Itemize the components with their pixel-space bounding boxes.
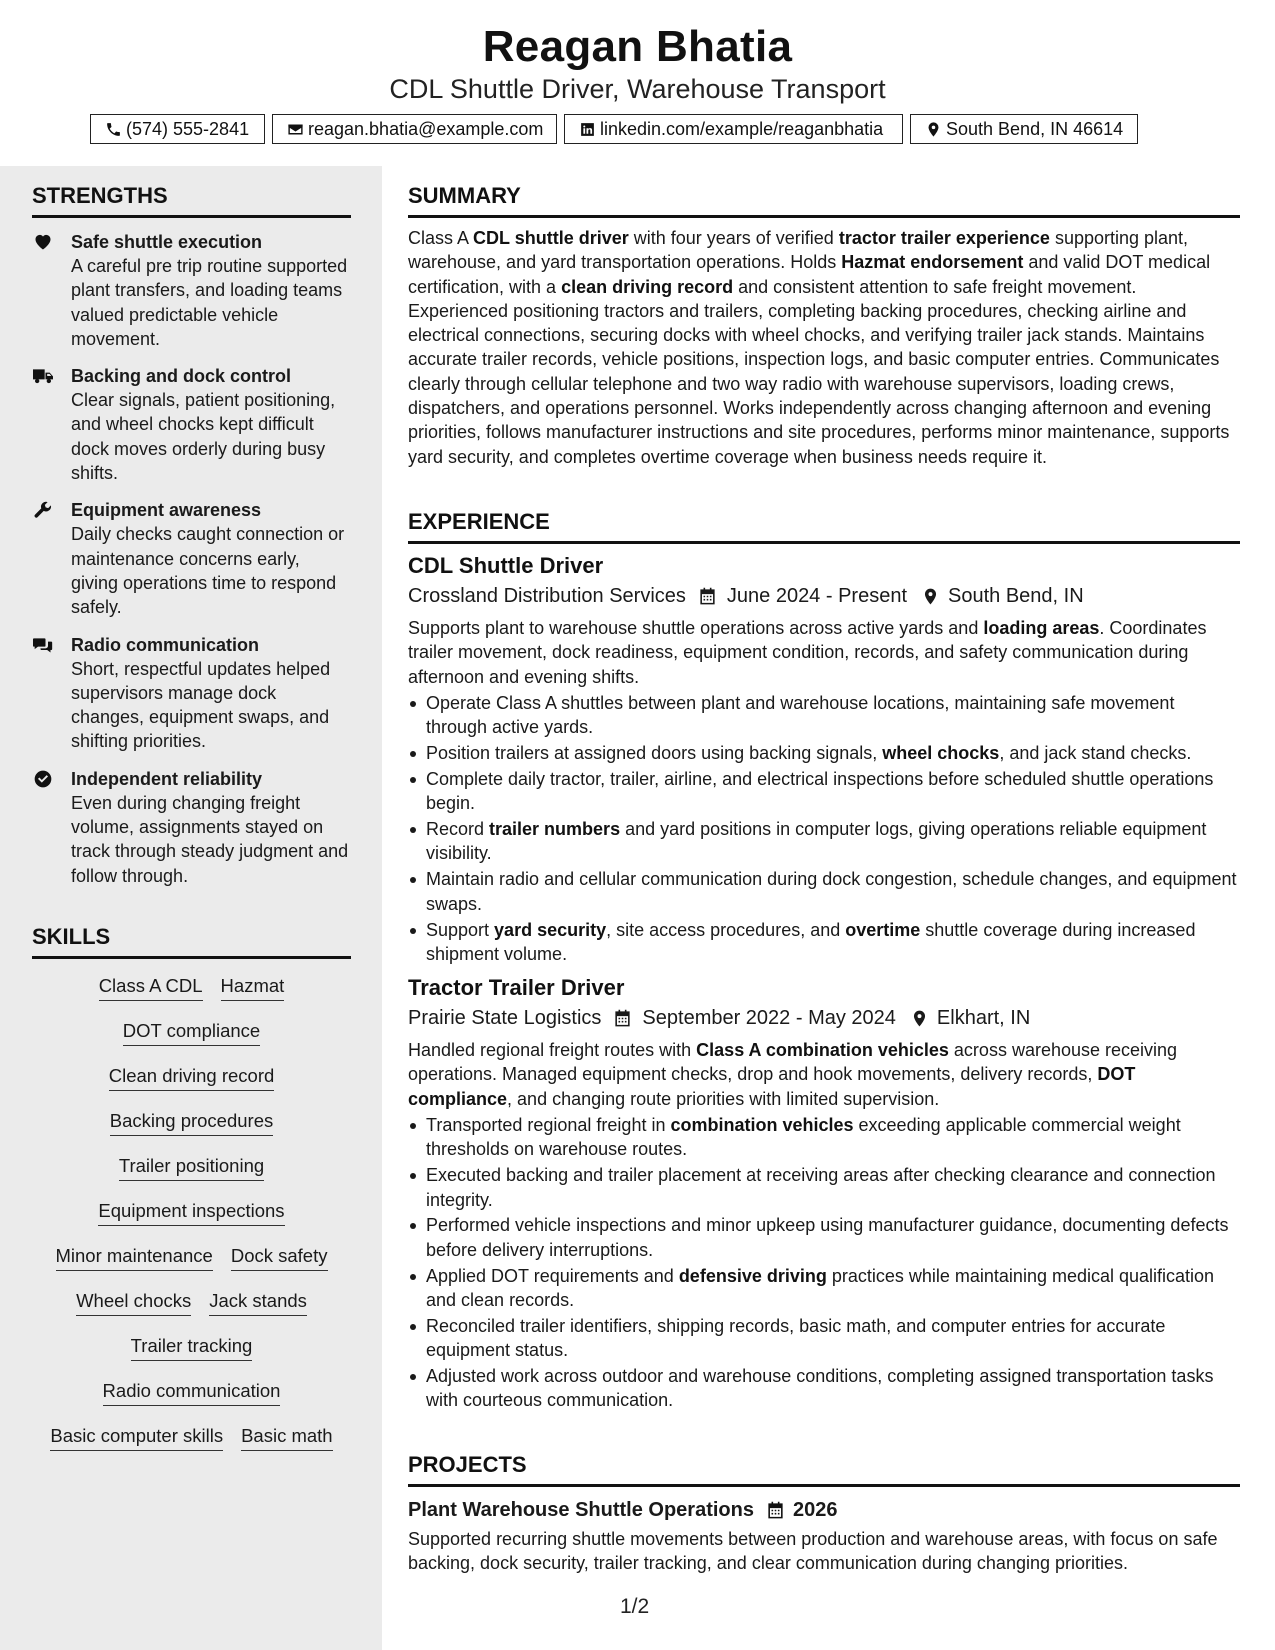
bullet-text: , and jack stand checks. — [999, 743, 1192, 764]
contact-bar — [90, 114, 1138, 144]
projects-heading: PROJECTS — [408, 1452, 1240, 1487]
bullet-item — [408, 691, 1240, 740]
strength-desc: Clear signals, patient positioning, and wheel chocks kept difficult dock moves orderly during busy shifts. — [71, 390, 336, 484]
truck-icon — [32, 366, 54, 386]
strength-desc: Even during changing freight volume, assignments stayed on track through steady judgment and follow through. — [71, 792, 349, 886]
summary-highlight: Hazmat endorsement — [841, 252, 1024, 273]
bullet-highlight: overtime — [845, 919, 921, 940]
bullet-text: , site access procedures, and — [606, 919, 846, 940]
project-desc: Supported recurring shuttle movements between production and warehouse areas, with focus on safe backing, dock security, trailer tracking, and clear communication during changing priorities. — [408, 1529, 1218, 1574]
contact-linkedin[interactable] — [564, 114, 903, 144]
project-year: 2026 — [792, 1499, 838, 1521]
bullet-text: Transported regional freight in — [426, 1115, 671, 1136]
project-header — [408, 1495, 1240, 1525]
bullet-text: practices while maintaining medical qualification and clean records. — [426, 1265, 1215, 1310]
wrench-icon — [32, 500, 54, 520]
strength-title: Backing and dock control — [71, 366, 292, 387]
experience-section — [408, 509, 1240, 1413]
strength-title: Independent reliability — [71, 768, 263, 789]
linkedin-icon — [579, 121, 596, 138]
job-company: Crossland Distribution Services — [408, 585, 686, 607]
strength-item — [32, 633, 351, 754]
job-intro — [408, 616, 1240, 689]
strength-desc: Short, respectful updates helped supervisors manage dock changes, equipment swaps, and shifting priorities. — [71, 658, 331, 752]
map-pin-icon — [925, 121, 942, 138]
intro-part: across warehouse receiving operations. Managed equipment checks, drop and hook movements, delivery records, — [408, 1040, 1178, 1085]
summary-part: and consistent attention to safe freight movement. Experienced positioning tractors and trailers, completing backing procedures, checking airline and electrical connections, securing docks with wheel chocks, and verifying trailer jack stands. Maintains accurate trailer records, vehicle positions, inspection logs, and basic computer entries. Communicates clearly through cellular telephone and two way radio with warehouse supervisors, loading crews, dispatchers, and operations personnel. Works independently across changing afternoon and evening priorities, follows manufacturer instructions and site procedures, performs minor maintenance, supports yard security, and completes overtime coverage when business needs require it. — [408, 276, 1230, 467]
bullet-item — [408, 1264, 1240, 1313]
summary-part: Class A — [408, 228, 474, 248]
skill-tag: Radio communication — [103, 1380, 281, 1406]
skill-row — [32, 1282, 351, 1327]
summary-part: and valid DOT medical certification, with a — [408, 252, 1211, 297]
contact-location — [910, 114, 1138, 144]
candidate-title: CDL Shuttle Driver, Warehouse Transport — [389, 74, 886, 104]
skill-tag: Basic computer skills — [50, 1425, 223, 1451]
job-meta — [408, 581, 1240, 611]
bullet-text: Executed backing and trailer placement at receiving areas after checking clearance and connection integrity. — [426, 1165, 1216, 1210]
job-dates: September 2022 - May 2024 — [642, 1007, 896, 1030]
summary-part: supporting plant, warehouse, and yard transportation operations. Holds — [408, 228, 1189, 273]
page-number: 1/2 — [620, 1595, 650, 1618]
summary-highlight: tractor trailer experience — [838, 228, 1050, 248]
contact-email[interactable] — [272, 114, 557, 144]
bullet-text: Record — [426, 819, 490, 840]
calendar-icon — [613, 1009, 632, 1028]
skills-section — [32, 924, 351, 1462]
skill-row — [32, 1012, 351, 1057]
skill-row — [32, 1102, 351, 1147]
bullet-item — [408, 1113, 1240, 1162]
skill-row — [32, 967, 351, 1012]
bullet-text: shuttle coverage during increased shipment volume. — [426, 919, 1196, 964]
intro-part: , and changing route priorities with limited supervision. — [507, 1088, 940, 1109]
bullet-text: Support — [426, 919, 495, 940]
bullet-highlight: yard security — [494, 919, 607, 940]
strengths-section — [32, 183, 351, 888]
job-location: South Bend, IN — [948, 585, 1084, 607]
bullet-item — [408, 817, 1240, 866]
bullet-highlight: defensive driving — [678, 1265, 827, 1286]
bullet-item — [408, 918, 1240, 967]
strength-title: Radio communication — [71, 634, 260, 655]
bullet-item — [408, 741, 1240, 765]
envelope-icon — [287, 121, 304, 138]
calendar-icon — [766, 1501, 785, 1520]
bullet-item — [408, 1364, 1240, 1413]
contact-phone[interactable] — [90, 114, 265, 144]
strengths-heading: STRENGTHS — [32, 183, 351, 218]
job-title: Tractor Trailer Driver — [408, 975, 625, 1001]
candidate-name: Reagan Bhatia — [482, 22, 793, 71]
bullet-text: Reconciled trailer identifiers, shipping records, basic math, and computer entries for accurate equipment status. — [426, 1315, 1166, 1361]
strength-desc: A careful pre trip routine supported plant transfers, and loading teams valued predictable vehicle movement. — [71, 256, 348, 349]
bullet-item — [408, 1213, 1240, 1262]
strength-desc: Daily checks caught connection or maintenance concerns early, giving operations time to respond safely. — [71, 524, 345, 618]
projects-section — [408, 1452, 1240, 1576]
skill-tag: DOT compliance — [123, 1020, 260, 1046]
skill-row — [32, 1192, 351, 1237]
heart-icon — [32, 232, 54, 252]
intro-highlight: DOT compliance — [408, 1064, 1136, 1109]
intro-highlight: loading areas — [983, 618, 1100, 638]
summary-highlight: clean driving record — [561, 276, 734, 297]
calendar-icon — [698, 587, 717, 606]
resume-header — [0, 0, 1275, 166]
email-text: reagan.bhatia@example.com — [308, 118, 544, 139]
skill-tag: Class A CDL — [99, 975, 203, 1001]
skill-tag: Trailer tracking — [131, 1335, 253, 1361]
comments-icon — [32, 635, 54, 655]
job-location: Elkhart, IN — [936, 1007, 1031, 1030]
job-dates: June 2024 - Present — [726, 585, 908, 607]
bullet-text: Maintain radio and cellular communication during dock congestion, schedule changes, and equipment swaps. — [426, 869, 1237, 914]
map-pin-icon — [921, 587, 940, 606]
bullet-item — [408, 1163, 1240, 1212]
strength-item — [32, 767, 351, 888]
strength-item — [32, 498, 351, 619]
bullet-highlight: wheel chocks — [882, 743, 1000, 764]
summary-text — [408, 226, 1240, 469]
bullet-highlight: trailer numbers — [489, 819, 621, 840]
skill-tag: Clean driving record — [109, 1065, 275, 1091]
strength-title: Safe shuttle execution — [71, 232, 263, 252]
intro-part: Handled regional freight routes with — [408, 1040, 697, 1061]
skills-list — [32, 967, 351, 1462]
skill-tag: Dock safety — [231, 1245, 328, 1271]
strength-item — [32, 364, 351, 485]
job-entry — [408, 973, 1240, 1412]
bullet-text: Operate Class A shuttles between plant and warehouse locations, maintaining safe movement through active yards. — [426, 692, 1175, 738]
skill-row — [32, 1372, 351, 1417]
summary-heading: SUMMARY — [408, 183, 1240, 218]
skill-tag: Equipment inspections — [98, 1200, 284, 1226]
skill-tag: Trailer positioning — [119, 1155, 264, 1181]
bullet-text: and yard positions in computer logs, giving operations reliable equipment visibility. — [426, 819, 1207, 864]
bullet-item — [408, 867, 1240, 916]
strength-item — [32, 230, 351, 351]
strength-title: Equipment awareness — [71, 500, 262, 521]
bullet-text: Adjusted work across outdoor and warehouse conditions, completing assigned transportation tasks with courteous communication. — [426, 1365, 1214, 1411]
job-meta — [408, 1003, 1240, 1033]
phone-icon — [105, 121, 122, 138]
bullet-item — [408, 767, 1240, 816]
skill-tag: Wheel chocks — [76, 1290, 191, 1316]
skill-tag: Jack stands — [209, 1290, 307, 1316]
intro-part: . Coordinates trailer movement, dock readiness, equipment condition, records, and safety communication during afternoon and evening shifts. — [408, 618, 1207, 687]
job-bullets — [408, 1113, 1240, 1413]
intro-highlight: Class A combination vehicles — [696, 1040, 949, 1061]
skill-row — [32, 1327, 351, 1372]
job-company: Prairie State Logistics — [408, 1007, 602, 1030]
job-bullets — [408, 691, 1240, 966]
skill-row — [32, 1417, 351, 1462]
bullet-text: Applied DOT requirements and — [426, 1265, 679, 1286]
check-circle-icon — [32, 769, 54, 789]
bullet-text: Performed vehicle inspections and minor upkeep using manufacturer guidance, documenting defects before delivery interruptions. — [426, 1215, 1229, 1260]
summary-section — [408, 183, 1240, 469]
location-text: South Bend, IN 46614 — [946, 118, 1124, 139]
summary-part: with four years of verified — [628, 228, 839, 248]
skill-tag: Minor maintenance — [56, 1245, 213, 1271]
skill-tag: Hazmat — [221, 975, 285, 1001]
intro-part: Supports plant to warehouse shuttle operations across active yards and — [408, 618, 984, 638]
bullet-highlight: combination vehicles — [670, 1115, 854, 1136]
sidebar — [0, 166, 382, 1650]
bullet-text: Position trailers at assigned doors using backing signals, — [426, 743, 883, 764]
job-entry — [408, 551, 1240, 966]
skill-row — [32, 1237, 351, 1282]
skill-row — [32, 1057, 351, 1102]
skill-tag: Basic math — [241, 1425, 333, 1451]
bullet-text: Complete daily tractor, trailer, airline, and electrical inspections before scheduled shuttle operations begin. — [426, 768, 1214, 814]
skill-tag: Backing procedures — [110, 1110, 274, 1136]
linkedin-text: linkedin.com/example/reaganbhatia — [600, 118, 884, 139]
project-title: Plant Warehouse Shuttle Operations — [408, 1499, 754, 1521]
experience-heading: EXPERIENCE — [408, 509, 1240, 544]
skills-heading: SKILLS — [32, 924, 351, 959]
skill-row — [32, 1147, 351, 1192]
bullet-text: exceeding applicable commercial weight thresholds on warehouse routes. — [426, 1115, 1181, 1160]
phone-text: (574) 555-2841 — [126, 118, 250, 139]
job-intro — [408, 1038, 1240, 1111]
map-pin-icon — [910, 1009, 929, 1028]
summary-highlight: CDL shuttle driver — [473, 228, 629, 248]
bullet-item — [408, 1314, 1240, 1363]
job-title: CDL Shuttle Driver — [408, 553, 604, 578]
